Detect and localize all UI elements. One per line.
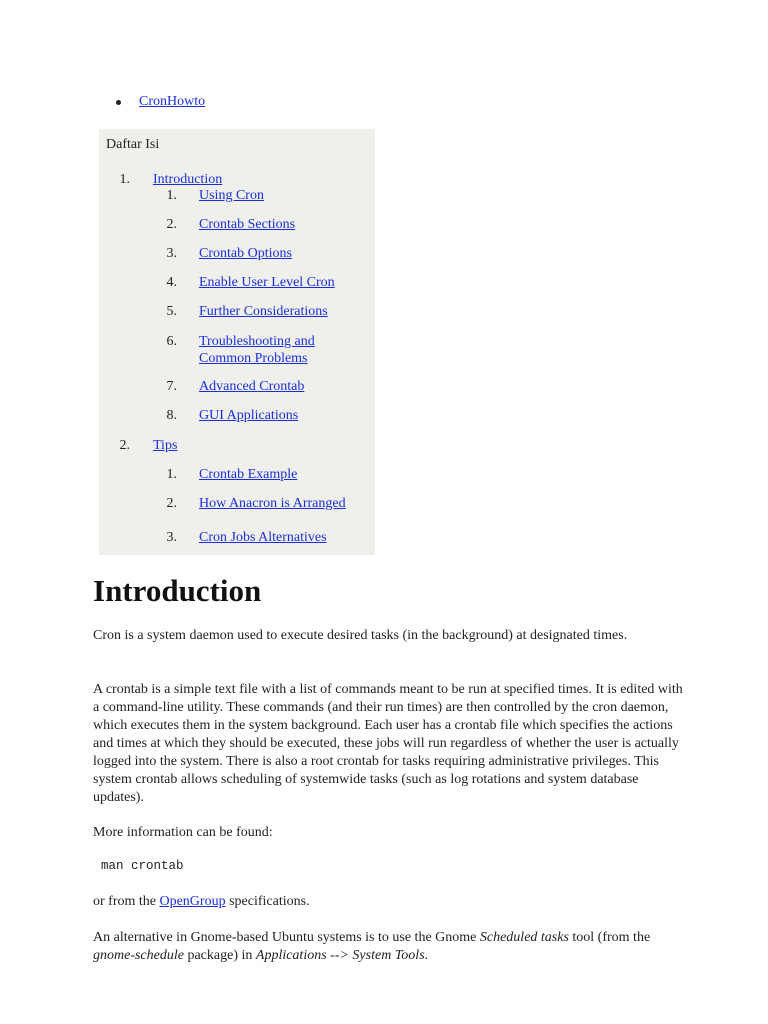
toc-number: 1. [119, 172, 130, 187]
toc-link-using-cron[interactable]: Using Cron [199, 188, 264, 203]
toc-link-enable-user-level-cron[interactable]: Enable User Level Cron [199, 275, 335, 290]
toc-number: 8. [166, 408, 177, 423]
toc-link-cron-jobs-alternatives[interactable]: Cron Jobs Alternatives [199, 530, 327, 545]
text: specifications. [225, 894, 310, 909]
toc-link-crontab-sections[interactable]: Crontab Sections [199, 217, 296, 232]
toc-number: 1. [166, 467, 177, 482]
toc-title: Daftar Isi [106, 137, 160, 152]
cronhowto-link[interactable]: CronHowto [139, 94, 206, 109]
paragraph-gnome-alternative [93, 929, 683, 965]
paragraph-crontab-description: A crontab is a simple text file with a list of commands meant to be run at specified times. It is edited with a command-line utility. These commands (and their run times) are then controlled by the cron daemon, which executes them in the system background. Each user has a crontab file which specifies the actions and times at which they should be executed, these jobs will run regardless of whether the user is actually logged into the system. There is also a root crontab for tasks requiring administrative privileges. This system crontab allows scheduling of systemwide tasks (such as log rotations and system database updates). [93, 682, 683, 805]
toc-number: 2. [119, 438, 130, 453]
paragraph-more-info: More information can be found: [93, 825, 273, 840]
toc-link-tips[interactable]: Tips [153, 438, 178, 453]
toc-number: 3. [166, 246, 177, 261]
italic-text: gnome-schedule [93, 948, 184, 963]
text: An alternative in Gnome-based Ubuntu systems is to use the Gnome [93, 930, 480, 945]
toc-link-gui-applications[interactable]: GUI Applications [199, 408, 299, 423]
italic-text: Applications --> System Tools [255, 948, 425, 963]
text: package) in [183, 948, 256, 963]
paragraph-opengroup [93, 893, 683, 911]
toc-link-how-anacron-is-arranged[interactable]: How Anacron is Arranged [199, 496, 346, 511]
opengroup-link[interactable]: OpenGroup [159, 894, 226, 909]
top-nav-list [112, 93, 205, 111]
toc-link-crontab-options[interactable]: Crontab Options [199, 246, 292, 261]
text: or from the [93, 894, 160, 909]
toc-number: 4. [166, 275, 177, 290]
toc-number: 2. [166, 217, 177, 232]
bullet-icon [116, 100, 121, 105]
italic-text: Scheduled tasks [479, 930, 569, 945]
text: . [424, 948, 429, 963]
toc-link-further-considerations[interactable]: Further Considerations [199, 304, 328, 319]
paragraph-intro: Cron is a system daemon used to execute desired tasks (in the background) at designated times. [93, 628, 628, 643]
section-heading-introduction: Introduction [93, 573, 262, 608]
toc-link-crontab-example[interactable]: Crontab Example [199, 467, 298, 482]
toc-link-troubleshooting[interactable] [199, 333, 315, 367]
toc-link-line: Troubleshooting and [199, 334, 315, 349]
toc-link-introduction[interactable]: Introduction [153, 172, 223, 187]
toc-number: 7. [166, 379, 177, 394]
code-man-crontab: man crontab [101, 859, 184, 873]
toc-number: 3. [166, 530, 177, 545]
toc-number: 6. [166, 334, 177, 349]
toc-number: 2. [166, 496, 177, 511]
table-of-contents [99, 129, 375, 555]
toc-number: 5. [166, 304, 177, 319]
top-nav-item [112, 93, 205, 111]
text: tool (from the [568, 930, 651, 945]
toc-link-line: Common Problems [199, 351, 308, 366]
toc-link-advanced-crontab[interactable]: Advanced Crontab [199, 379, 305, 394]
toc-number: 1. [166, 188, 177, 203]
